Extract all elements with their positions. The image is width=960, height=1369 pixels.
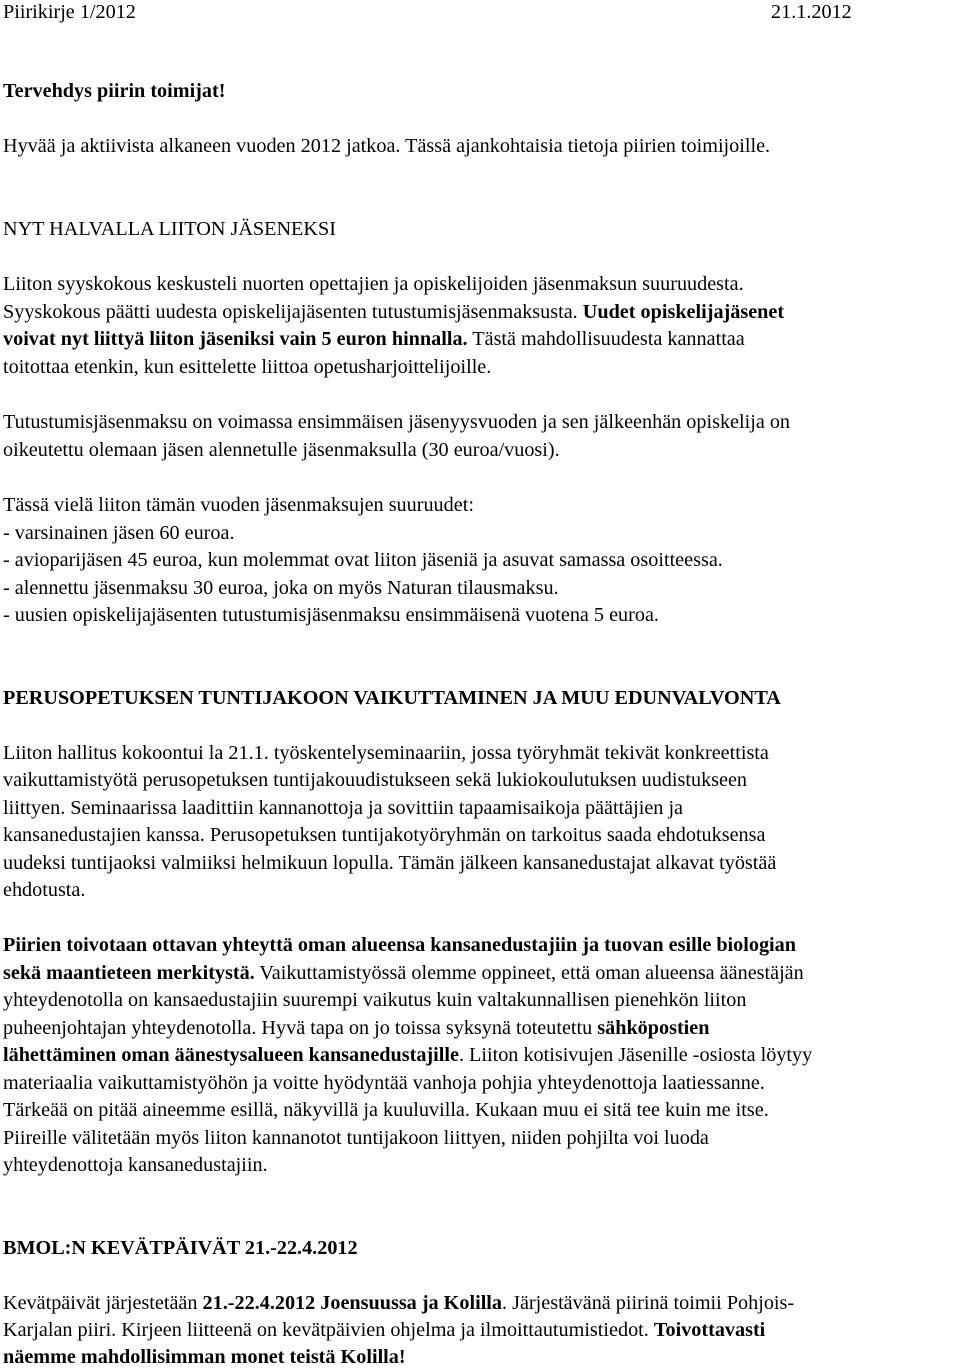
- fee-list-item: - varsinainen jäsen 60 euroa.: [3, 522, 235, 544]
- text-run: Kevätpäivät järjestetään: [3, 1292, 203, 1314]
- section-heading-advocacy: PERUSOPETUKSEN TUNTIJAKOON VAIKUTTAMINEN JA MUU EDUNVALVONTA: [3, 687, 781, 709]
- emphasis-text: 21.-22.4.2012 Joensuussa ja Kolilla: [202, 1292, 503, 1314]
- emphasis-text: lähettäminen oman äänestysalueen kansanedustajille: [3, 1044, 459, 1066]
- fee-list-item: - uusien opiskelijajäsenten tutustumisjäsenmaksu ensimmäisenä vuotena 5 euroa.: [3, 604, 659, 626]
- paragraph-line: [3, 1291, 794, 1315]
- paragraph-line: yhteydenotolla on kansaedustajiin suurempi vaikutus kuin valtakunnallisen pienehkön liiton: [3, 989, 747, 1011]
- text-run: Tästä mahdollisuudesta kannattaa: [467, 328, 745, 350]
- section-heading-membership: NYT HALVALLA LIITON JÄSENEKSI: [3, 218, 336, 240]
- paragraph-line: materiaalia vaikuttamistyöhön ja voitte hyödyntää vanhoja pohjia yhteydenottoja laatiessanne.: [3, 1072, 765, 1094]
- paragraph-line: toitottaa etenkin, kun esittelette liittoa opetusharjoittelijoille.: [3, 356, 492, 378]
- paragraph-line: [3, 961, 804, 985]
- paragraph-line: uudeksi tuntijaoksi valmiiksi helmikuun lopulla. Tämän jälkeen kansanedustajat alkavat työstää: [3, 852, 777, 874]
- paragraph-line: ehdotusta.: [3, 879, 86, 901]
- text-run: puheenjohtajan yhteydenotolla. Hyvä tapa on jo toissa syksynä toteutettu: [3, 1017, 598, 1039]
- paragraph-line: [3, 1318, 765, 1342]
- letter-title: Piirikirje 1/2012: [3, 1, 136, 23]
- fee-list-item: - avioparijäsen 45 euroa, kun molemmat ovat liiton jäseniä ja asuvat samassa osoitteessa.: [3, 549, 723, 571]
- paragraph-line: vaikuttamistyötä perusopetuksen tuntijakouudistukseen sekä lukiokoulutuksen uudistukseen: [3, 769, 748, 791]
- paragraph-line: [3, 1043, 812, 1067]
- text-run: . Liiton kotisivujen Jäsenille -osiosta löytyy: [458, 1044, 813, 1066]
- section-heading-spring-days: BMOL:N KEVÄTPÄIVÄT 21.-22.4.2012: [3, 1237, 358, 1259]
- fee-list-intro: Tässä vielä liiton tämän vuoden jäsenmaksujen suuruudet:: [3, 494, 474, 516]
- paragraph-line: yhteydenottoja kansanedustajiin.: [3, 1154, 268, 1176]
- paragraph-line: näemme mahdollisimman monet teistä Kolilla!: [3, 1346, 406, 1368]
- greeting: Tervehdys piirin toimijat!: [3, 80, 226, 102]
- text-run: Karjalan piiri. Kirjeen liitteenä on kevätpäivien ohjelma ja ilmoittautumistiedot.: [3, 1319, 654, 1341]
- emphasis-text: Uudet opiskelijajäsenet: [582, 301, 785, 323]
- text-run: Syyskokous päätti uudesta opiskelijajäsenten tutustumisjäsenmaksusta.: [3, 301, 583, 323]
- emphasis-text: Toivottavasti: [653, 1319, 766, 1341]
- paragraph-line: Piireille välitetään myös liiton kannanotot tuntijakoon liittyen, niiden pohjilta voi luoda: [3, 1127, 709, 1149]
- paragraph-line: oikeutettu olemaan jäsen alennetulle jäsenmaksulla (30 euroa/vuosi).: [3, 439, 560, 461]
- paragraph-line: Liiton syyskokous keskusteli nuorten opettajien ja opiskelijoiden jäsenmaksun suuruudesta.: [3, 273, 744, 295]
- letter-date: 21.1.2012: [771, 1, 852, 23]
- fee-list-item: - alennettu jäsenmaksu 30 euroa, joka on myös Naturan tilausmaksu.: [3, 577, 559, 599]
- emphasis-text: sähköpostien: [597, 1017, 710, 1039]
- text-run: Vaikuttamistyössä olemme oppineet, että oman alueensa äänestäjän: [254, 962, 804, 984]
- emphasis-text: voivat nyt liittyä liiton jäseniksi vain 5 euron hinnalla.: [3, 328, 468, 350]
- paragraph-line: Tutustumisjäsenmaksu on voimassa ensimmäisen jäsenyysvuoden ja sen jälkeenhän opiskelija on: [3, 411, 791, 433]
- paragraph-line: Liiton hallitus kokoontui la 21.1. työskentelyseminaariin, jossa työryhmät tekivät konkreettista: [3, 742, 769, 764]
- text-run: . Järjestävänä piirinä toimii Pohjois-: [502, 1292, 795, 1314]
- paragraph-line: Piirien toivotaan ottavan yhteyttä oman alueensa kansanedustajiin ja tuovan esille biologian: [3, 934, 796, 956]
- paragraph-line: [3, 327, 745, 351]
- intro-paragraph: Hyvää ja aktiivista alkaneen vuoden 2012 jatkoa. Tässä ajankohtaisia tietoja piirien toimijoille.: [3, 135, 771, 157]
- letter-header: [3, 0, 953, 24]
- paragraph-line: kansanedustajien kanssa. Perusopetuksen tuntijakotyöryhmän on tarkoitus saada ehdotuksensa: [3, 824, 766, 846]
- paragraph-line: [3, 1016, 709, 1040]
- paragraph-line: [3, 300, 784, 324]
- emphasis-text: sekä maantieteen merkitystä.: [3, 962, 255, 984]
- paragraph-line: liittyen. Seminaarissa laadittiin kannanottoja ja sovittiin tapaamisaikoja päättäjien ja: [3, 797, 684, 819]
- paragraph-line: Tärkeää on pitää aineemme esillä, näkyvillä ja kuuluvilla. Kukaan muu ei sitä tee kuin me itse.: [3, 1099, 769, 1121]
